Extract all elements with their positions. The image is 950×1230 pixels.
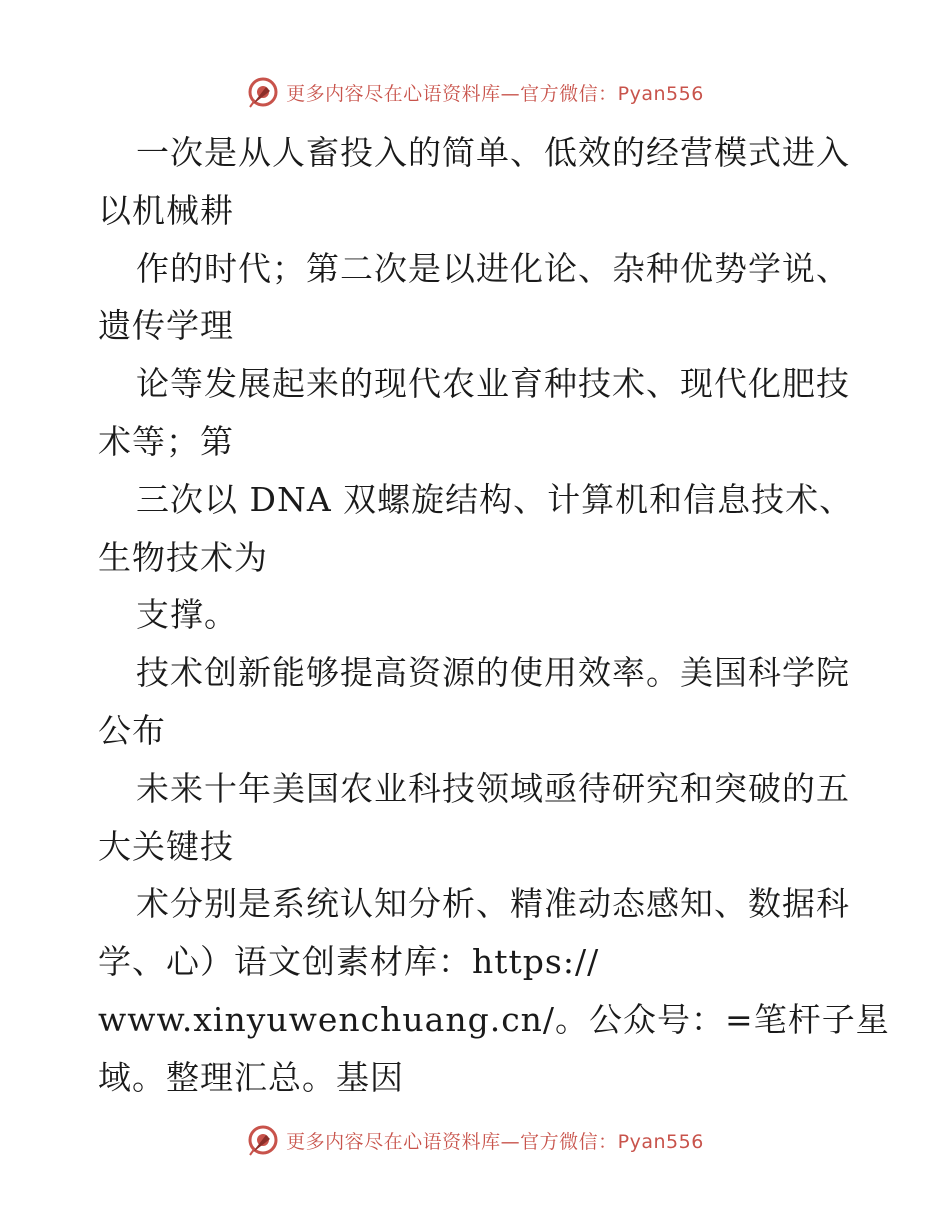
text-line: 术分别是系统认知分析、精准动态感知、数据科 — [136, 884, 850, 924]
footer-banner-text: 更多内容尽在心语资料库—官方微信：Pyan556 — [286, 1130, 704, 1153]
footer-banner — [0, 1118, 950, 1162]
document-body — [98, 124, 890, 1107]
text-line: 未来十年美国农业科技领域亟待研究和突破的五 — [136, 768, 850, 808]
text-line: 支撑。 — [136, 595, 238, 635]
pen-nib-logo-icon — [246, 1123, 280, 1157]
text-line: www.xinyuwenchuang.cn/。公众号：=笔杆子星 — [98, 999, 890, 1039]
text-line: 以机械耕 — [98, 190, 234, 230]
text-line: 三次以 DNA 双螺旋结构、计算机和信息技术、 — [136, 479, 854, 519]
text-line: 作的时代；第二次是以进化论、杂种优势学说、 — [136, 248, 850, 288]
text-line: 公布 — [98, 710, 166, 750]
text-line: 技术创新能够提高资源的使用效率。美国科学院 — [136, 653, 850, 693]
text-line: 论等发展起来的现代农业育种技术、现代化肥技 — [136, 364, 850, 404]
text-line: 大关键技 — [98, 826, 234, 866]
pen-nib-logo-icon — [246, 75, 280, 109]
text-line: 域。整理汇总。基因 — [98, 1057, 404, 1097]
header-banner-text: 更多内容尽在心语资料库—官方微信：Pyan556 — [286, 82, 704, 105]
text-line: 遗传学理 — [98, 306, 234, 346]
header-banner — [0, 70, 950, 114]
text-line: 学、心）语文创素材库：https:// — [98, 942, 600, 982]
text-line: 一次是从人畜投入的简单、低效的经营模式进入 — [136, 133, 850, 172]
text-line: 生物技术为 — [98, 537, 268, 577]
text-line: 术等；第 — [98, 421, 234, 461]
